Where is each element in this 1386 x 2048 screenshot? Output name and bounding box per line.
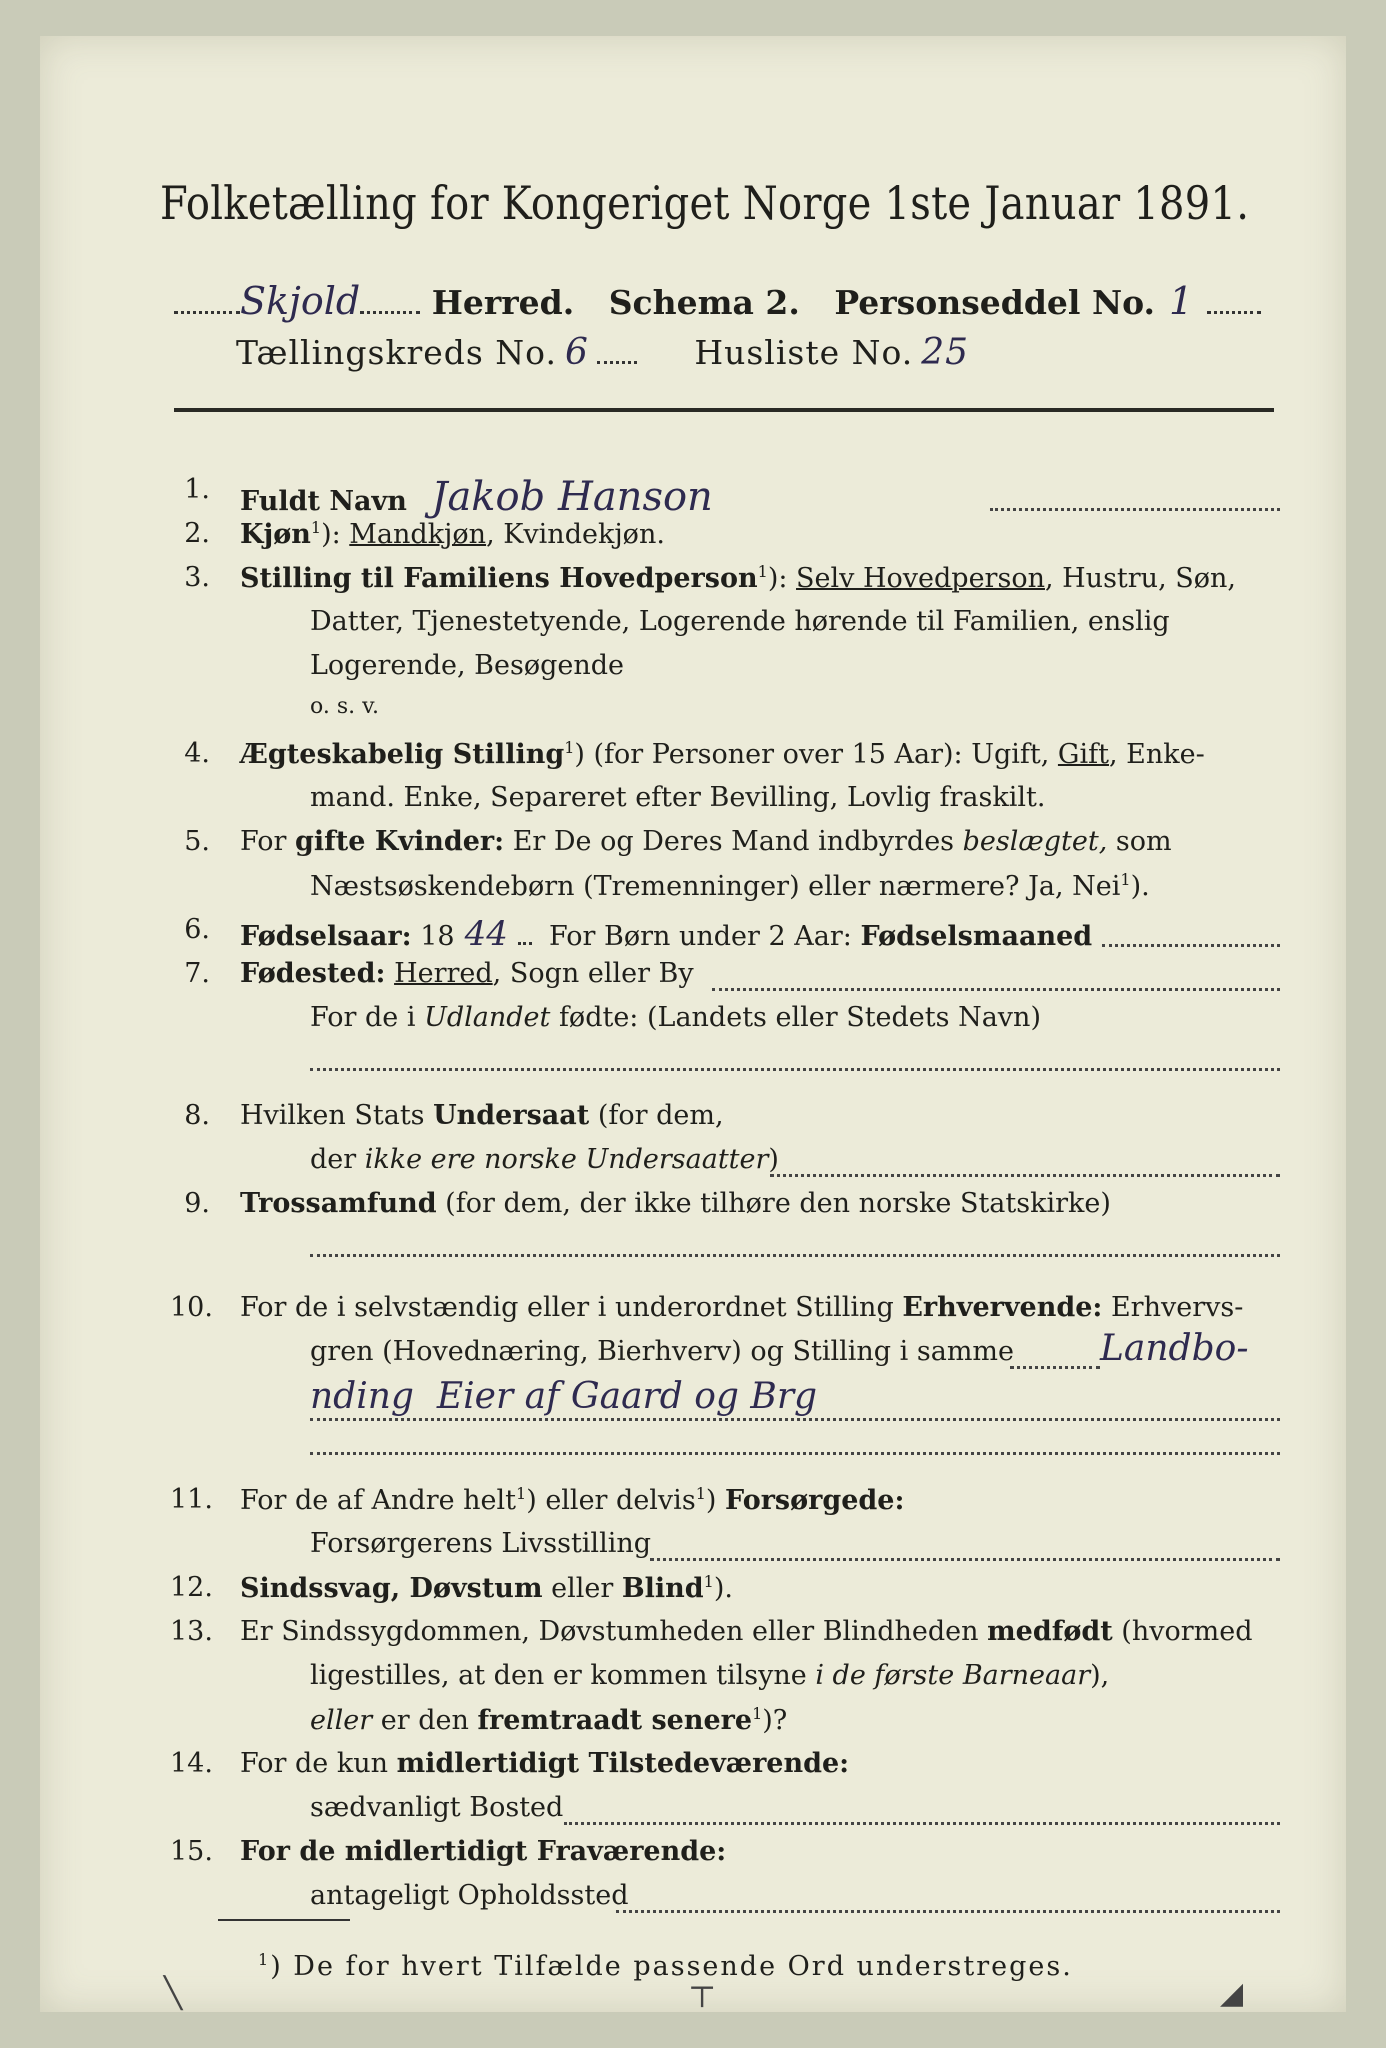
q7-line2b: fødte: (Landets eller Stedets Navn) xyxy=(550,1002,1041,1033)
q3-line2: Datter, Tjenestetyende, Logerende hørende til Familien, enslig xyxy=(310,606,1170,637)
q8-line2b: ) xyxy=(768,1144,779,1175)
q11-line2: Forsørgerens Livsstilling xyxy=(310,1528,652,1559)
q1-value: Jakob Hanson xyxy=(431,474,713,520)
q1-number: 1. xyxy=(184,474,210,505)
q12-bold2: Blind xyxy=(621,1573,704,1604)
husliste-label: Husliste No. xyxy=(694,333,914,372)
q6-year-value: 44 xyxy=(464,914,508,954)
q5-text-b: Er De og Deres Mand indbyrdes xyxy=(504,826,963,857)
q7-line2-italic: Udlandet xyxy=(424,1002,551,1033)
q3-text-b: ): xyxy=(767,563,797,594)
q3-line4: o. s. v. xyxy=(310,694,379,719)
q9-answer-dotline xyxy=(310,1254,1280,1257)
husliste-value: 25 xyxy=(921,332,970,373)
q11-text-b: ) eller delvis xyxy=(526,1485,696,1516)
q5-number: 5. xyxy=(184,826,210,857)
personseddel-label: Personseddel No. xyxy=(834,283,1156,322)
q13-line2-italic: i de første Barneaar xyxy=(815,1660,1091,1691)
q4-line2: mand. Enke, Separeret efter Bevilling, Lovlig fraskilt. xyxy=(310,782,1046,813)
form-title: Folketælling for Kongeriget Norge 1ste Januar 1891. xyxy=(160,176,1250,230)
q10-number: 10. xyxy=(170,1292,213,1323)
q12-bold: Sindssvag, Døvstum xyxy=(240,1573,543,1604)
schema-label: Schema 2. xyxy=(608,283,800,322)
q3-option-selv: Selv Hovedperson xyxy=(796,563,1045,594)
q11-text-a: For de af Andre helt xyxy=(240,1485,517,1516)
q7-answer-dotline xyxy=(310,1068,1280,1071)
q5-text-d: ). xyxy=(1130,871,1150,902)
q6-text-b: For Børn under 2 Aar: xyxy=(549,921,852,952)
q6-label: Fødselsaar: xyxy=(240,921,412,952)
q6-bold2: Fødselsmaaned xyxy=(860,921,1093,952)
q13-line3a: er den xyxy=(372,1705,478,1736)
footnote-text: ) De for hvert Tilfælde passende Ord understreges. xyxy=(270,1951,1073,1982)
q10-value-line1: Landbo- xyxy=(1100,1328,1249,1369)
q7-option-herred: Herred xyxy=(394,958,493,989)
footnote-sup: 1 xyxy=(258,1950,271,1969)
q3-number: 3. xyxy=(184,562,210,593)
kreds-row xyxy=(236,332,977,373)
q7-text-b: , Sogn eller By xyxy=(492,958,694,989)
herred-value: Skjold xyxy=(240,279,361,323)
q9-number: 9. xyxy=(184,1188,210,1219)
q14-text-a: For de kun xyxy=(240,1748,397,1779)
q14-number: 14. xyxy=(170,1748,213,1779)
q3-label: Stilling til Familiens Hovedperson xyxy=(240,563,758,594)
q9-text-b: (for dem, der ikke tilhøre den norske Statskirke) xyxy=(436,1188,1111,1219)
q1-dotline xyxy=(990,508,1280,511)
q3-text-c: , Hustru, Søn, xyxy=(1044,563,1236,594)
q10-value-line2: nding Eier af Gaard og Brg xyxy=(310,1376,818,1417)
q8-number: 8. xyxy=(184,1100,210,1131)
q13-text-a: Er Sindssygdommen, Døvstumheden eller Blindheden xyxy=(240,1616,988,1647)
q7-line2a: For de i xyxy=(310,1002,425,1033)
q5-text-c: som xyxy=(1107,826,1172,857)
q12-number: 12. xyxy=(170,1572,213,1603)
q10-answer-dotline xyxy=(310,1452,1280,1455)
q15-line2: antageligt Opholdssted xyxy=(310,1880,629,1911)
kreds-value: 6 xyxy=(564,332,589,373)
q13-number: 13. xyxy=(170,1616,213,1647)
q2-sup: 1 xyxy=(310,518,322,537)
personseddel-value: 1 xyxy=(1169,279,1194,323)
q6-year-prefix: 18 xyxy=(420,921,455,952)
q14-dotline xyxy=(564,1822,1280,1825)
q15-number: 15. xyxy=(170,1836,213,1867)
q8-bold: Undersaat xyxy=(433,1100,590,1131)
q13-line2a: ligestilles, at den er kommen tilsyne xyxy=(310,1660,816,1691)
q12-sup: 1 xyxy=(703,1572,714,1591)
q13-line3b: )? xyxy=(762,1705,788,1736)
q12-text-b: eller xyxy=(542,1573,622,1604)
q14-bold: midlertidigt Tilstedeværende: xyxy=(396,1748,850,1779)
q2-text-c: , Kvindekjøn. xyxy=(486,519,665,550)
q10-dotline xyxy=(1010,1366,1100,1369)
q8-text-b: (for dem, xyxy=(589,1100,724,1131)
q11-text-c: ) xyxy=(705,1485,725,1516)
q10-line2: gren (Hovednæring, Bierhverv) og Stilling i samme xyxy=(310,1336,1015,1367)
q13-line3-bold: fremtraadt senere xyxy=(477,1705,753,1736)
q6-number: 6. xyxy=(184,914,210,945)
crop-mark-center: ⊤ xyxy=(688,1980,717,2015)
q2-option-mandkjon: Mandkjøn xyxy=(349,519,487,550)
q13-bold: medfødt xyxy=(987,1616,1113,1647)
q4-sup: 1 xyxy=(564,738,575,757)
q8-line2a: der xyxy=(310,1144,365,1175)
q11-bold: Forsørgede: xyxy=(725,1485,905,1516)
q7-label: Fødested: xyxy=(240,958,386,989)
q6-dotline xyxy=(1102,944,1280,947)
q2-number: 2. xyxy=(184,518,210,549)
q4-number: 4. xyxy=(184,738,210,769)
q4-label: Ægteskabelig Stilling xyxy=(240,739,565,770)
q5-text-a: For xyxy=(240,826,296,857)
q5-line2: Næstsøskendebørn (Tremenninger) eller nærmere? Ja, Nei xyxy=(310,871,1121,902)
q5-sup: 1 xyxy=(1120,870,1131,889)
q4-option-gift: Gift xyxy=(1057,739,1109,770)
q5-italic: beslægtet, xyxy=(962,826,1108,857)
q11-sup2: 1 xyxy=(695,1484,706,1503)
kreds-label: Tællingskreds No. xyxy=(236,333,557,372)
header-rule xyxy=(174,408,1274,412)
q11-number: 11. xyxy=(170,1484,213,1515)
crop-mark-left: ╲ xyxy=(164,1976,183,2011)
q2-text-b: ): xyxy=(321,519,350,550)
q5-bold: gifte Kvinder: xyxy=(295,826,505,857)
q9-bold: Trossamfund xyxy=(240,1188,437,1219)
q15-dotline xyxy=(616,1910,1280,1913)
q10-line3-dotline xyxy=(310,1418,1280,1421)
q13-text-b: (hvormed xyxy=(1112,1616,1253,1647)
q10-text-b: Erhvervs- xyxy=(1102,1292,1244,1323)
q13-line3-sup: 1 xyxy=(752,1704,763,1723)
census-form-page xyxy=(40,36,1346,2015)
q8-dotline xyxy=(770,1174,1280,1177)
q14-line2: sædvanligt Bosted xyxy=(310,1792,564,1823)
footnote xyxy=(258,1950,1073,1982)
q13-line3-italic: eller xyxy=(310,1705,373,1736)
q2-label: Kjøn xyxy=(240,519,311,550)
crop-mark-right: ◢ xyxy=(1220,1976,1244,2011)
herred-label: Herred. xyxy=(431,283,575,322)
q13-line2b: ), xyxy=(1090,1660,1110,1691)
q1-label: Fuldt Navn xyxy=(240,486,407,517)
q4-text-b: ) (for Personer over 15 Aar): Ugift, xyxy=(574,739,1058,770)
q3-line3: Logerende, Besøgende xyxy=(310,650,624,681)
q7-dotline xyxy=(712,988,1280,991)
q4-text-c: , Enke- xyxy=(1108,739,1205,770)
q15-bold: For de midlertidigt Fraværende: xyxy=(240,1836,727,1867)
q8-text-a: Hvilken Stats xyxy=(240,1100,434,1131)
q11-dotline xyxy=(650,1558,1280,1561)
q8-line2-italic: ikke ere norske Undersaatter xyxy=(364,1144,769,1175)
herred-row xyxy=(174,279,1261,323)
q12-text-c: ). xyxy=(713,1573,733,1604)
q10-text-a: For de i selvstændig eller i underordnet Stilling xyxy=(240,1292,903,1323)
q3-sup: 1 xyxy=(757,562,768,581)
q11-sup1: 1 xyxy=(516,1484,527,1503)
q10-bold: Erhvervende: xyxy=(902,1292,1103,1323)
q7-number: 7. xyxy=(184,958,210,989)
footnote-rule xyxy=(218,1919,350,1921)
